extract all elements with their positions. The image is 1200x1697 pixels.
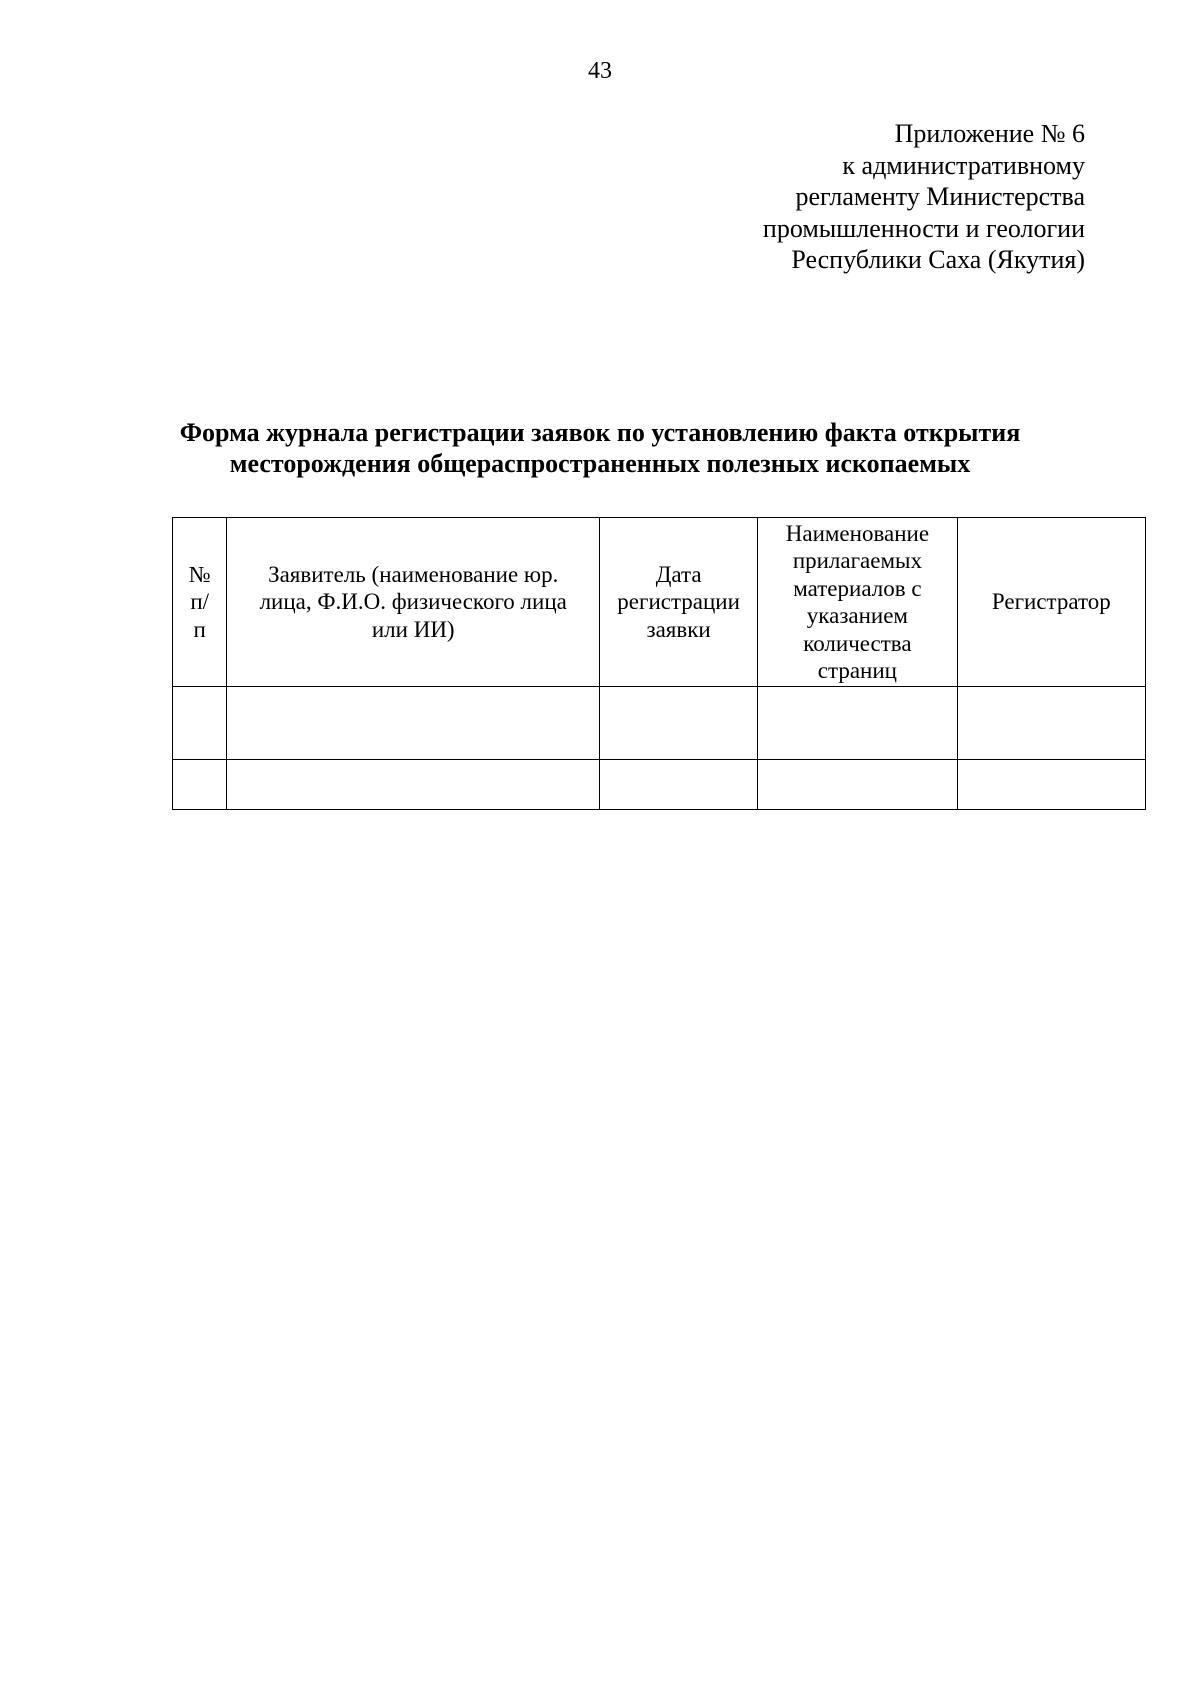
- header-line: материалов с: [793, 575, 922, 601]
- appendix-line: Республики Саха (Якутия): [791, 245, 1085, 274]
- header-attached-materials: [758, 518, 957, 687]
- header-line: Заявитель (наименование юр.: [268, 561, 559, 587]
- header-line: указанием: [806, 603, 908, 628]
- header-line: страниц: [817, 658, 897, 683]
- header-line: количества: [803, 630, 912, 656]
- table-cell: [600, 760, 758, 810]
- header-line: регистрации: [617, 589, 740, 615]
- table-cell: [173, 760, 227, 810]
- table-cell: [957, 760, 1145, 810]
- header-registrar: [957, 518, 1145, 687]
- header-line: Регистратор: [991, 589, 1111, 615]
- table-row: [173, 760, 1146, 810]
- registration-journal-table: [172, 517, 1146, 810]
- table-cell: [227, 687, 600, 760]
- header-line: прилагаемых: [792, 548, 922, 573]
- appendix-line: промышленности и геологии: [762, 213, 1085, 243]
- header-line: Дата: [655, 561, 702, 587]
- header-line: №: [188, 561, 211, 587]
- table-cell: [957, 687, 1145, 760]
- table-cell: [173, 687, 227, 760]
- table-row: [173, 687, 1146, 760]
- table-cell: [758, 687, 957, 760]
- header-line: п/: [190, 589, 210, 615]
- page-number: 43: [588, 58, 612, 84]
- header-number: [173, 518, 227, 687]
- table-cell: [227, 760, 600, 810]
- appendix-line: Приложение № 6: [894, 119, 1085, 148]
- table-header-row: [173, 518, 1146, 687]
- header-line: п: [193, 616, 206, 642]
- form-title-line: Форма журнала регистрации заявок по установлению факта открытия: [179, 418, 1021, 447]
- appendix-line: к административному: [842, 150, 1085, 180]
- table-cell: [600, 687, 758, 760]
- header-line: Наименование: [785, 520, 930, 546]
- header-applicant: [227, 518, 600, 687]
- appendix-note: [565, 118, 1085, 276]
- header-line: лица, Ф.И.О. физического лица: [259, 589, 567, 615]
- appendix-line: регламенту Министерства: [795, 182, 1085, 211]
- header-registration-date: [600, 518, 758, 687]
- header-line: или ИИ): [371, 616, 455, 642]
- table-cell: [758, 760, 957, 810]
- header-line: заявки: [646, 616, 711, 642]
- form-title-line: месторождения общераспространенных полезных ископаемых: [229, 449, 971, 478]
- form-title: [100, 417, 1100, 479]
